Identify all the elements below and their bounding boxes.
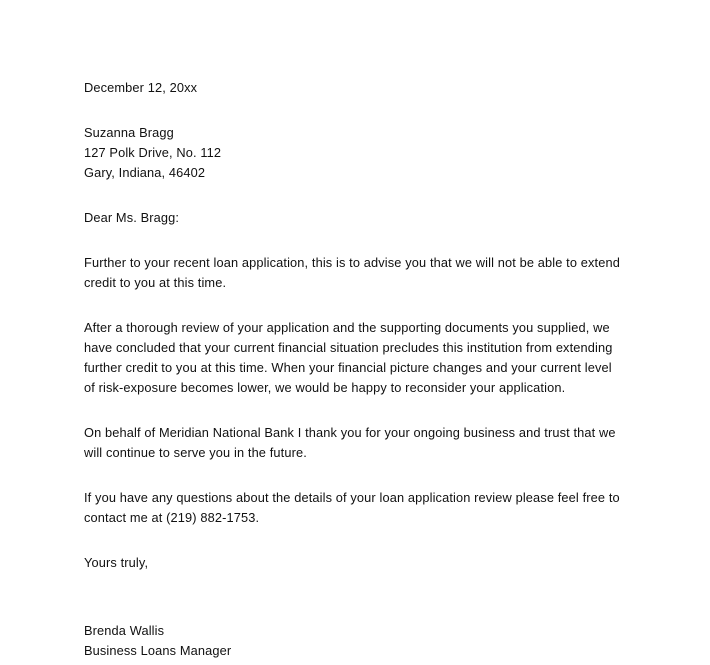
- signature-block: [84, 621, 626, 661]
- body-paragraph-2: After a thorough review of your application and the supporting documents you supplied, we have concluded that your current financial situation precludes this institution from extending further credit to you at this time. When your financial picture changes and your current level of risk-exposure becomes lower, we would be happy to reconsider your application.: [84, 320, 613, 395]
- letter-body: [84, 78, 626, 661]
- body-paragraph-4: If you have any questions about the details of your loan application review please feel free to contact me at (219) 882-1753.: [84, 490, 620, 525]
- letter-date: December 12, 20xx: [84, 80, 198, 95]
- closing-phrase: Yours truly,: [84, 555, 149, 570]
- recipient-address: [84, 123, 626, 183]
- recipient-name: Suzanna Bragg: [84, 125, 174, 140]
- recipient-street: 127 Polk Drive, No. 112: [84, 145, 222, 160]
- salutation: Dear Ms. Bragg:: [84, 210, 180, 225]
- recipient-city-state-zip: Gary, Indiana, 46402: [84, 165, 206, 180]
- body-paragraph-3: On behalf of Meridian National Bank I thank you for your ongoing business and trust that we will continue to serve you in the future.: [84, 425, 616, 460]
- signature-space: [84, 573, 626, 621]
- signer-name: Brenda Wallis: [84, 623, 165, 638]
- signer-title: Business Loans Manager: [84, 643, 232, 658]
- body-paragraph-1: Further to your recent loan application, this is to advise you that we will not be able to extend credit to you at this time.: [84, 255, 620, 290]
